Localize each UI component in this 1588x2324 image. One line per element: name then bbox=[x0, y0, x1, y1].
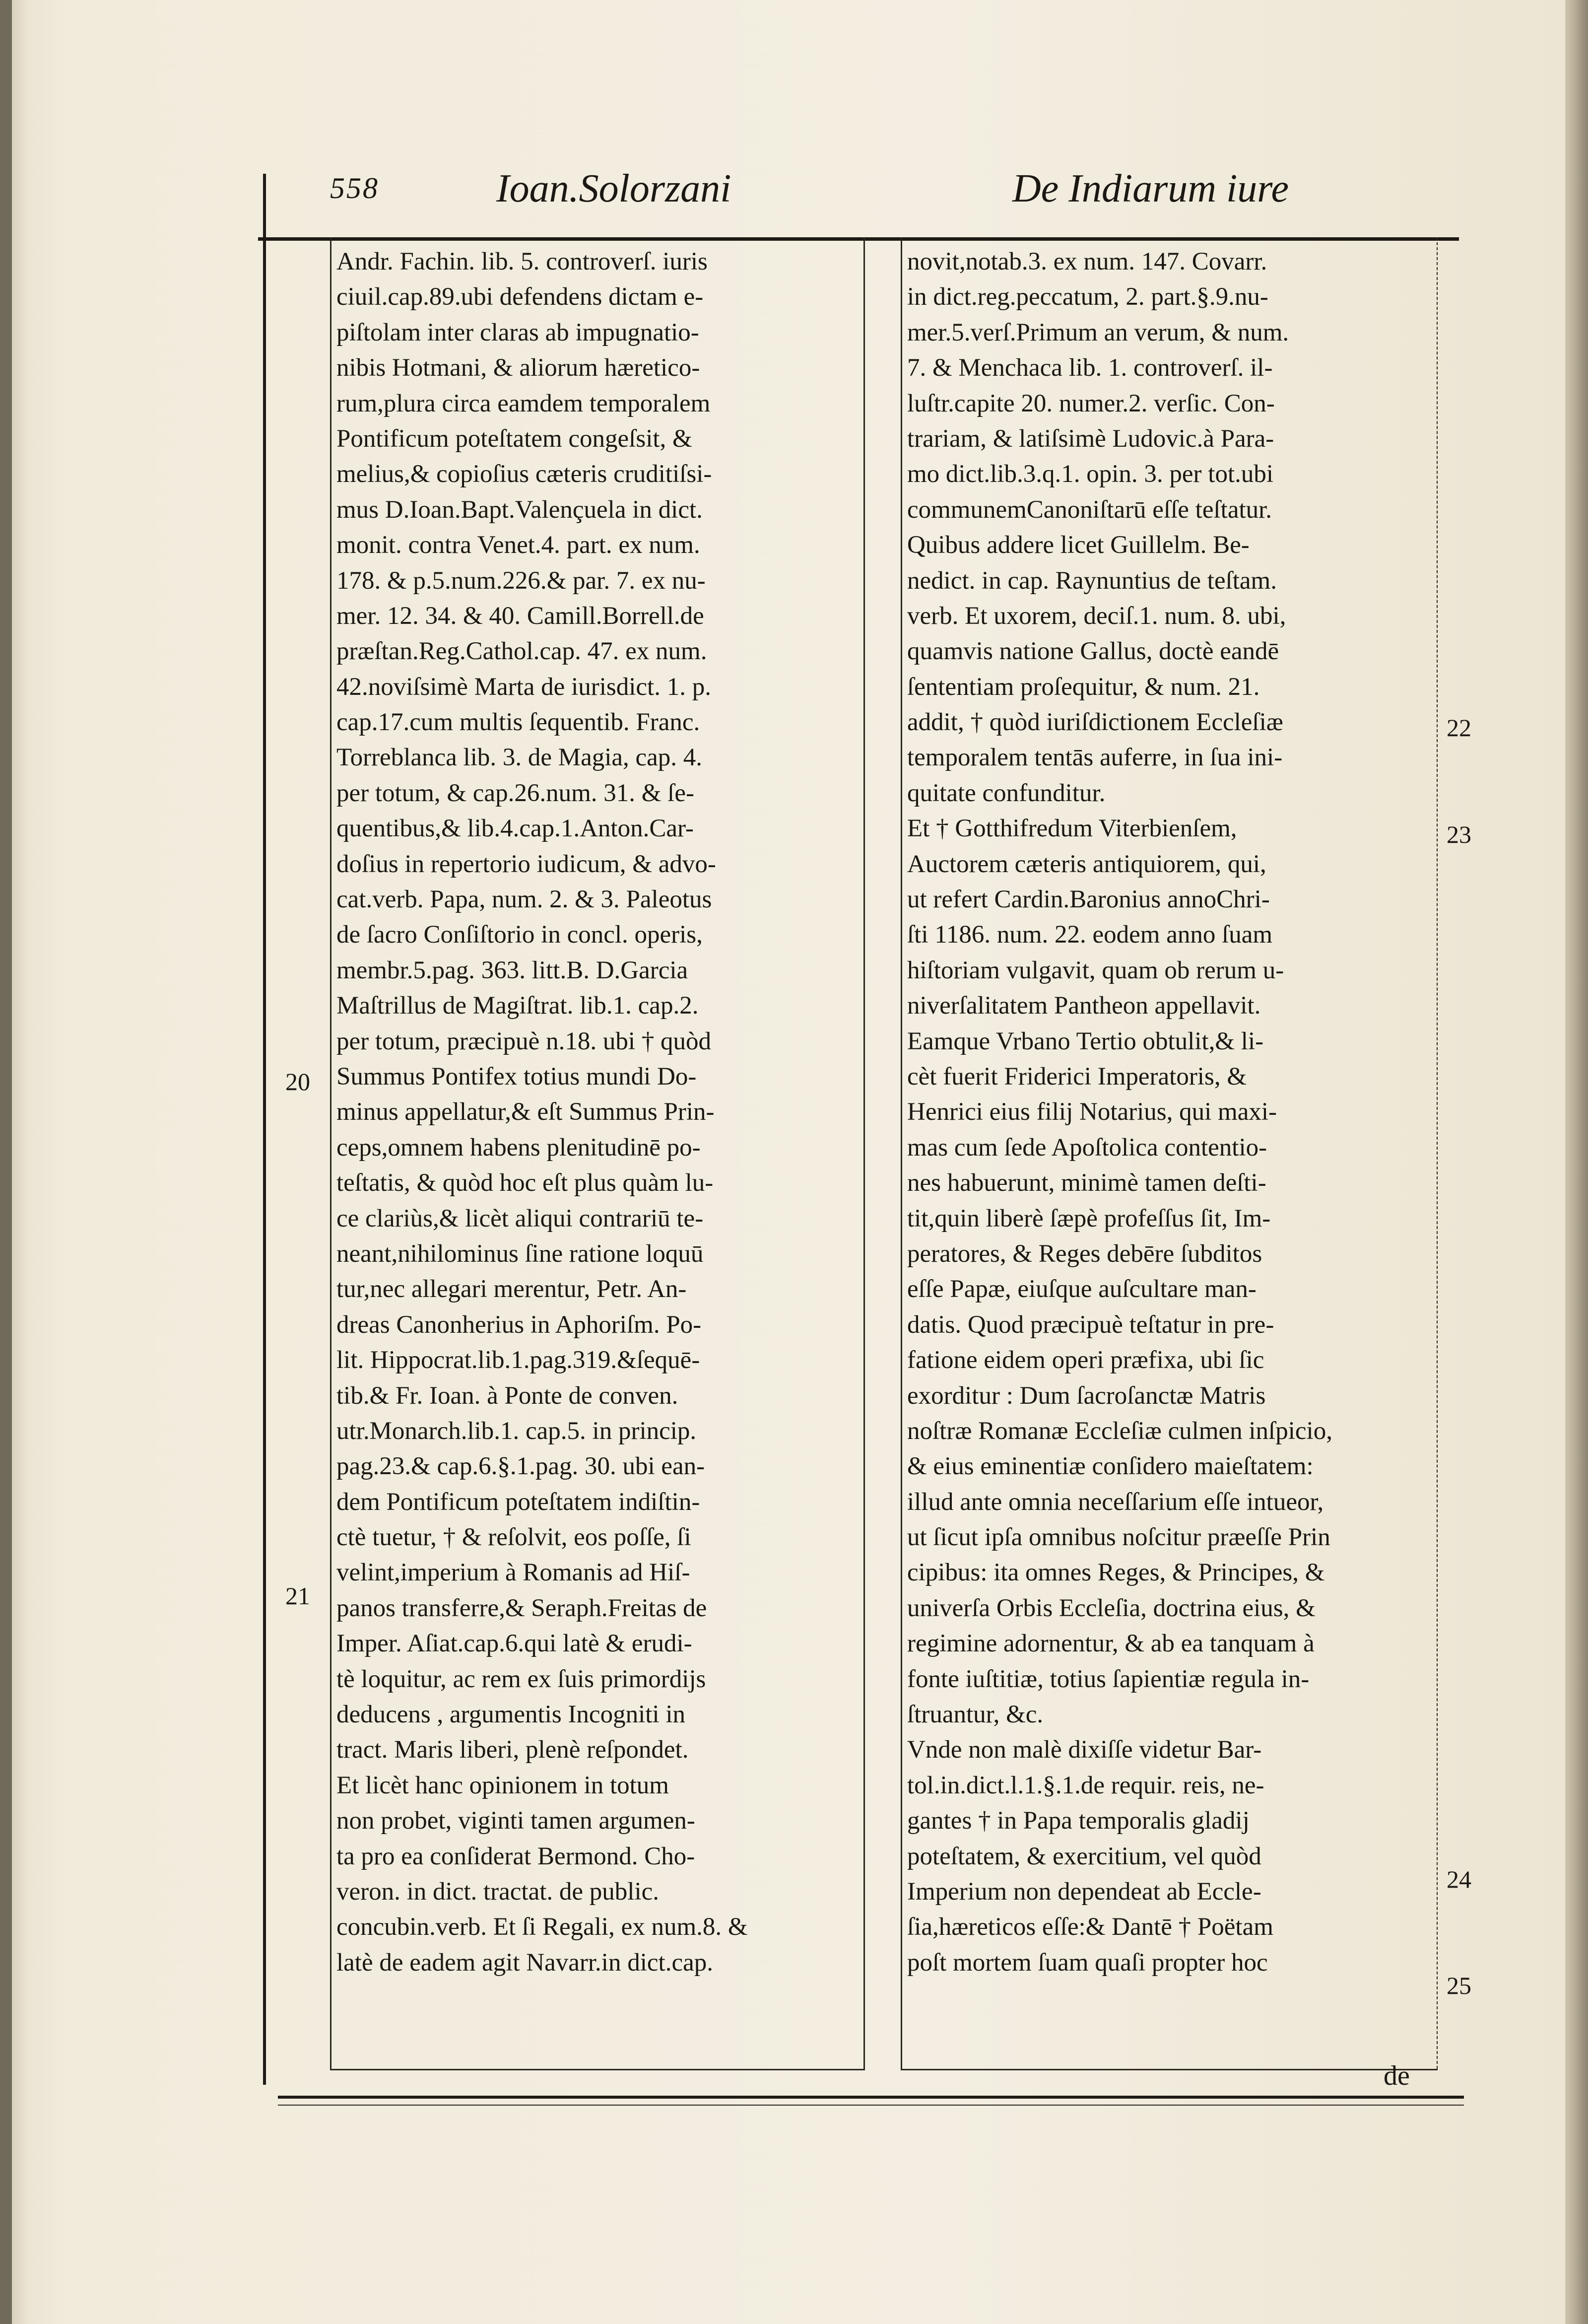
text-line: ut refert Cardin.Baronius annoChri- bbox=[907, 886, 1270, 914]
text-line: ſtruantur, &c. bbox=[907, 1701, 1044, 1729]
text-line: melius,& copioſius cæteris cruditiſsi- bbox=[336, 460, 712, 488]
text-line: cipibus: ita omnes Reges, & Principes, & bbox=[907, 1559, 1325, 1587]
text-line: trariam, & latiſsimè Ludovic.à Para- bbox=[907, 424, 1274, 453]
text-line: per totum, præcipuè n.18. ubi † quòd bbox=[336, 1027, 711, 1055]
text-line: præſtan.Reg.Cathol.cap. 47. ex num. bbox=[336, 637, 707, 666]
text-line: rum,plura circa eamdem temporalem bbox=[336, 389, 711, 417]
margin-note-20: 20 bbox=[285, 1068, 310, 1095]
text-line: ce clariùs,& licèt aliqui contrariū te- bbox=[336, 1204, 704, 1232]
text-line: Henrici eius filij Notarius, qui maxi- bbox=[907, 1098, 1277, 1126]
right-column bbox=[907, 244, 1433, 1981]
text-line: Imperium non dependeat ab Eccle- bbox=[907, 1877, 1261, 1906]
text-line: cap.17.cum multis ſequentib. Franc. bbox=[336, 708, 700, 737]
text-line: peratores, & Reges debēre ſubditos bbox=[907, 1239, 1262, 1268]
text-line: per totum, & cap.26.num. 31. & ſe- bbox=[336, 779, 694, 807]
text-line: ut ſicut ipſa omnibus noſcitur præeſſe Prin bbox=[907, 1523, 1330, 1552]
text-line: tol.in.dict.l.1.§.1.de requir. reis, ne- bbox=[907, 1771, 1264, 1799]
text-line: tè loquitur, ac rem ex ſuis primordijs bbox=[336, 1665, 706, 1693]
catchword: de bbox=[1384, 2060, 1410, 2091]
frame-rule-bottom bbox=[278, 2096, 1464, 2099]
text-line: univerſa Orbis Eccleſia, doctrina eius, & bbox=[907, 1594, 1316, 1622]
text-line: regimine adornentur, & ab ea tanquam à bbox=[907, 1630, 1315, 1658]
text-line: Torreblanca lib. 3. de Magia, cap. 4. bbox=[336, 744, 703, 772]
text-line: ſia,hæreticos eſſe:& Dantē † Poëtam bbox=[907, 1913, 1273, 1941]
text-line: datis. Quod præcipuè teſtatur in pre- bbox=[907, 1310, 1274, 1339]
text-line: doſius in repertorio iudicum, & advo- bbox=[336, 850, 716, 878]
text-line: nedict. in cap. Raynuntius de teſtam. bbox=[907, 566, 1277, 595]
text-line: ctè tuetur, † & reſolvit, eos poſſe, ſi bbox=[336, 1523, 691, 1552]
text-line: non probet, viginti tamen argumen- bbox=[336, 1807, 695, 1835]
text-line: cèt fuerit Friderici Imperatoris, & bbox=[907, 1062, 1247, 1091]
text-line: mus D.Ioan.Bapt.Valençuela in dict. bbox=[336, 495, 703, 524]
text-line: Maſtrillus de Magiſtrat. lib.1. cap.2. bbox=[336, 992, 699, 1020]
frame-rule-left bbox=[263, 174, 266, 2085]
text-line: monit. contra Venet.4. part. ex num. bbox=[336, 531, 700, 559]
margin-note-25: 25 bbox=[1447, 1972, 1471, 1999]
text-line: cat.verb. Papa, num. 2. & 3. Paleotus bbox=[336, 886, 712, 914]
text-line: dreas Canonherius in Aphoriſm. Po- bbox=[336, 1310, 702, 1339]
text-line: hiſtoriam vulgavit, quam ob rerum u- bbox=[907, 956, 1284, 984]
text-line: noſtræ Romanæ Eccleſiæ culmen inſpicio, bbox=[907, 1417, 1332, 1445]
text-line: nes habuerunt, minimè tamen deſti- bbox=[907, 1169, 1266, 1197]
text-line: poſt mortem ſuam quaſi propter hoc bbox=[907, 1948, 1268, 1977]
text-line: piſtolam inter claras ab impugnatio- bbox=[336, 318, 699, 346]
column-rule-middle-right bbox=[901, 237, 902, 2069]
text-line: utr.Monarch.lib.1. cap.5. in princip. bbox=[336, 1417, 697, 1445]
text-line: tract. Maris liberi, plenè reſpondet. bbox=[336, 1736, 689, 1764]
text-line: Et licèt hanc opinionem in totum bbox=[336, 1771, 669, 1799]
column-rule-middle-left bbox=[863, 237, 865, 2069]
text-line: mer. 12. 34. & 40. Camill.Borrell.de bbox=[336, 602, 704, 630]
margin-note-22: 22 bbox=[1447, 714, 1471, 742]
text-line: ceps,omnem habens plenitudinē po- bbox=[336, 1133, 701, 1162]
margin-note-24: 24 bbox=[1447, 1865, 1471, 1893]
text-line: 7. & Menchaca lib. 1. controverſ. il- bbox=[907, 354, 1273, 382]
text-line: deducens , argumentis Incogniti in bbox=[336, 1701, 685, 1729]
text-line: 42.noviſsimè Marta de iurisdict. 1. p. bbox=[336, 673, 711, 701]
running-head-title: De Indiarum iure bbox=[1012, 167, 1289, 210]
text-line: ſententiam proſequitur, & num. 21. bbox=[907, 673, 1260, 701]
text-line: Eamque Vrbano Tertio obtulit,& li- bbox=[907, 1027, 1264, 1055]
text-line: de ſacro Conſiſtorio in concl. operis, bbox=[336, 921, 703, 949]
text-line: addit, † quòd iuriſdictionem Eccleſiæ bbox=[907, 708, 1283, 737]
text-line: & eius eminentiæ conſidero maieſtatem: bbox=[907, 1452, 1314, 1481]
text-line: quitate confunditur. bbox=[907, 779, 1106, 807]
column-rule-right bbox=[1437, 237, 1438, 2069]
page-number: 558 bbox=[330, 172, 379, 205]
text-line: neant,nihilominus ſine ratione loquū bbox=[336, 1239, 704, 1268]
margin-note-23: 23 bbox=[1447, 820, 1471, 848]
text-line: tit,quin liberè ſæpè profeſſus ſit, Im- bbox=[907, 1204, 1271, 1232]
frame-rule-bottom-thin bbox=[278, 2105, 1464, 2106]
text-line: Auctorem cæteris antiquiorem, qui, bbox=[907, 850, 1266, 878]
column-rule-bottom-right bbox=[901, 2069, 1438, 2070]
page-edge bbox=[1565, 0, 1588, 2324]
text-line: exorditur : Dum ſacroſanctæ Matris bbox=[907, 1381, 1266, 1410]
text-line: tur,nec allegari merentur, Petr. An- bbox=[336, 1275, 687, 1303]
text-line: velint,imperium à Romanis ad Hiſ- bbox=[336, 1559, 690, 1587]
text-line: luſtr.capite 20. numer.2. verſic. Con- bbox=[907, 389, 1275, 417]
text-line: ciuil.cap.89.ubi defendens dictam e- bbox=[336, 283, 704, 311]
text-line: poteſtatem, & exercitium, vel quòd bbox=[907, 1842, 1261, 1870]
text-line: quamvis natione Gallus, doctè eandē bbox=[907, 637, 1279, 666]
text-line: 178. & p.5.num.226.& par. 7. ex nu- bbox=[336, 566, 706, 595]
text-line: temporalem tentās auferre, in ſua ini- bbox=[907, 744, 1283, 772]
text-line: fatione eidem operi præfixa, ubi ſic bbox=[907, 1346, 1264, 1374]
text-line: panos transferre,& Seraph.Freitas de bbox=[336, 1594, 707, 1622]
text-line: nibis Hotmani, & aliorum hæretico- bbox=[336, 354, 700, 382]
text-line: Pontificum poteſtatem congeſsit, & bbox=[336, 424, 692, 453]
text-line: gantes † in Papa temporalis gladij bbox=[907, 1807, 1250, 1835]
text-line: novit,notab.3. ex num. 147. Covarr. bbox=[907, 248, 1267, 275]
column-rule-left bbox=[330, 237, 331, 2069]
text-line: Vnde non malè dixiſſe videtur Bar- bbox=[907, 1736, 1262, 1764]
text-line: communemCanoniſtarū eſſe teſtatur. bbox=[907, 495, 1272, 524]
text-line: ſti 1186. num. 22. eodem anno ſuam bbox=[907, 921, 1273, 949]
text-line: minus appellatur,& eſt Summus Prin- bbox=[336, 1098, 715, 1126]
text-line: fonte iuſtitiæ, totius ſapientiæ regula in- bbox=[907, 1665, 1310, 1693]
text-line: concubin.verb. Et ſi Regali, ex num.8. & bbox=[336, 1913, 748, 1941]
text-line: mas cum ſede Apoſtolica contentio- bbox=[907, 1133, 1267, 1162]
text-line: quentibus,& lib.4.cap.1.Anton.Car- bbox=[336, 815, 694, 843]
text-line: membr.5.pag. 363. litt.B. D.Garcia bbox=[336, 956, 688, 984]
text-line: veron. in dict. tractat. de public. bbox=[336, 1877, 660, 1906]
running-head-author: Ioan.Solorzani bbox=[496, 167, 731, 210]
margin-note-21: 21 bbox=[285, 1582, 310, 1610]
text-line: mo dict.lib.3.q.1. opin. 3. per tot.ubi bbox=[907, 460, 1274, 488]
text-line: in dict.reg.peccatum, 2. part.§.9.nu- bbox=[907, 283, 1268, 311]
left-column bbox=[336, 244, 862, 1981]
text-line: tib.& Fr. Ioan. à Ponte de conven. bbox=[336, 1381, 678, 1410]
column-rule-bottom-left bbox=[330, 2069, 865, 2070]
text-line: illud ante omnia neceſſarium eſſe intueor, bbox=[907, 1488, 1324, 1516]
text-line: pag.23.& cap.6.§.1.pag. 30. ubi ean- bbox=[336, 1452, 705, 1481]
text-line: mer.5.verſ.Primum an verum, & num. bbox=[907, 318, 1289, 346]
text-line: eſſe Papæ, eiuſque auſcultare man- bbox=[907, 1275, 1257, 1303]
text-line: Andr. Fachin. lib. 5. controverſ. iuris bbox=[336, 248, 708, 275]
text-line: Summus Pontifex totius mundi Do- bbox=[336, 1062, 697, 1091]
frame-rule-top bbox=[258, 237, 1459, 241]
text-line: Et † Gotthifredum Viterbienſem, bbox=[907, 815, 1237, 843]
text-line: Quibus addere licet Guillelm. Be- bbox=[907, 531, 1250, 559]
text-line: teſtatis, & quòd hoc eſt plus quàm lu- bbox=[336, 1169, 714, 1197]
text-line: dem Pontificum poteſtatem indiſtin- bbox=[336, 1488, 700, 1516]
text-line: latè de eadem agit Navarr.in dict.cap. bbox=[336, 1948, 713, 1977]
text-line: lit. Hippocrat.lib.1.pag.319.&ſequē- bbox=[336, 1346, 700, 1374]
text-line: Imper. Aſiat.cap.6.qui latè & erudi- bbox=[336, 1630, 692, 1658]
text-line: ta pro ea conſiderat Bermond. Cho- bbox=[336, 1842, 695, 1870]
text-line: verb. Et uxorem, deciſ.1. num. 8. ubi, bbox=[907, 602, 1286, 630]
text-line: niverſalitatem Pantheon appellavit. bbox=[907, 992, 1261, 1020]
